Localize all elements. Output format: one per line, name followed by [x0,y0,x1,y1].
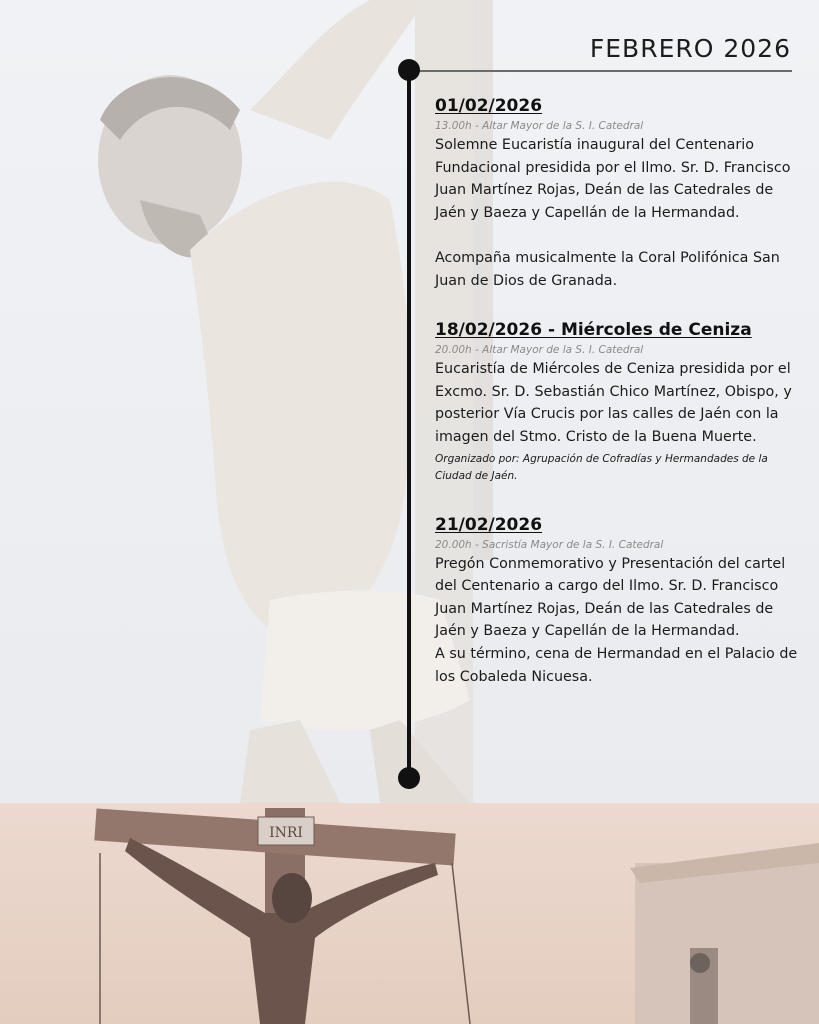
event-date: 01/02/2026 [435,96,543,116]
inri-sign: INRI [269,825,303,841]
event-item [435,94,799,292]
event-description: Eucaristía de Miércoles de Ceniza presidida por el Excmo. Sr. D. Sebastián Chico Martínez, Obispo, y posterior Vía Crucis por las calles de Jaén con la imagen del Stmo. Cristo de la Buena Muerte. [435,361,792,445]
event-time-location: 20.00h - Altar Mayor de la S. I. Catedral [435,344,644,357]
event-date: 21/02/2026 [435,514,543,535]
event-description: Pregón Conmemorativo y Presentación del cartel del Centenario a cargo del Ilmo. Sr. D. Francisco Juan Martínez Rojas, Deán de las Catedrales de Jaén y Baeza y Capellán de la Hermandad. A su término, cena de Hermandad en el Palacio de los Cobaleda Nicuesa. [435,555,798,685]
timeline-end-dot [398,767,420,789]
timeline-line [407,70,411,778]
event-list [435,94,799,688]
historic-crucifix-photo [0,803,819,1024]
event-description: Solemne Eucaristía inaugural del Centenario Fundacional presidida por el Ilmo. Sr. D. Francisco Juan Martínez Rojas, Deán de las Catedrales de Jaén y Baeza y Capellán de la Hermandad. Acompaña musicalmente la Coral Polifónica San Juan de Dios de Granada. [435,137,791,289]
header-divider [410,70,792,72]
event-time-location: 13.00h - Altar Mayor de la S. I. Catedral [435,120,644,132]
event-time-location: 20.00h - Sacristía Mayor de la S. I. Catedral [435,538,664,551]
event-item [435,513,799,689]
event-item [435,318,799,484]
month-title: FEBRERO 2026 [589,34,791,63]
event-date: 18/02/2026 - Miércoles de Ceniza [435,320,752,341]
timeline-start-dot [398,59,420,81]
event-organizer-note: Organizado por: Agrupación de Cofradías y Hermandades de la Ciudad de Jaén. [435,452,768,482]
background-photo-sepia [0,803,819,1024]
